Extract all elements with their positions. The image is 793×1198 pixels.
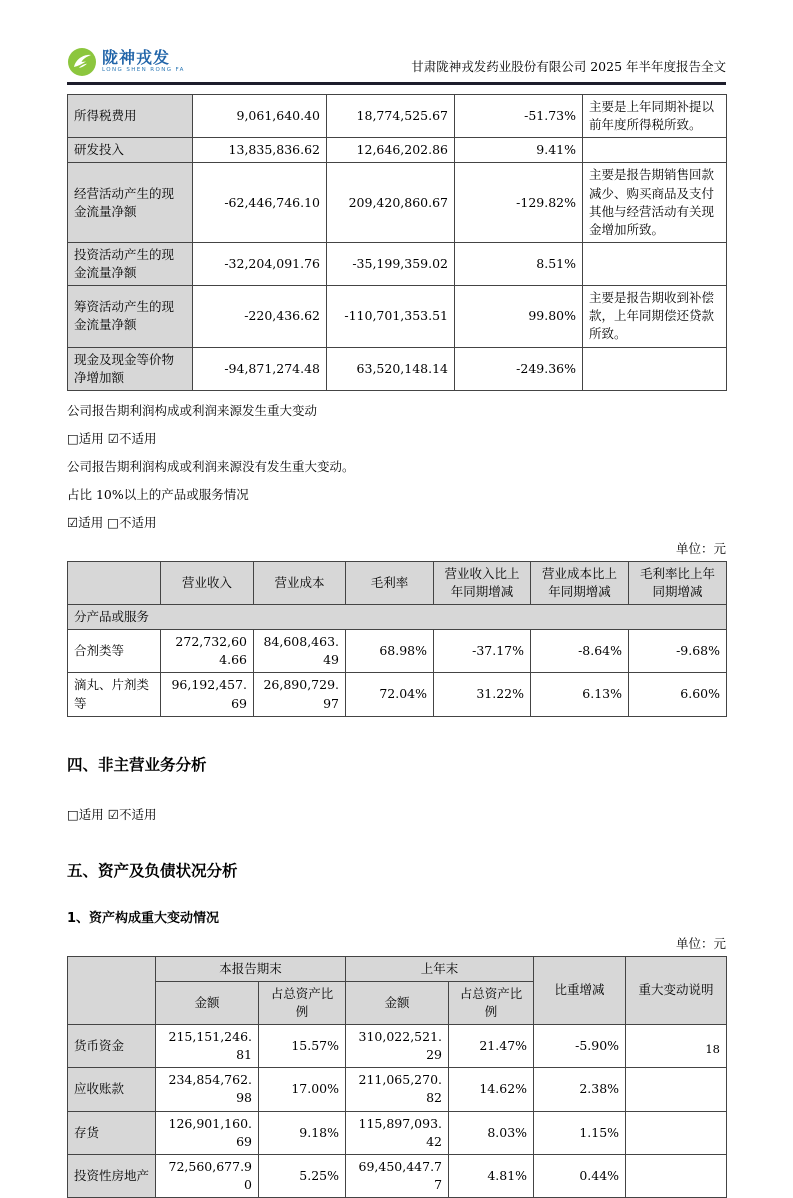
row-label: 存货: [68, 1111, 156, 1154]
brand-name-en: LONG SHEN RONG FA: [102, 67, 185, 74]
revenue-value: 96,192,457.69: [161, 673, 254, 716]
header-cell: 营业收入: [161, 561, 254, 604]
section-4-title: 四、非主营业务分析: [67, 755, 207, 774]
row-label: 所得税费用: [68, 95, 193, 138]
row-label: 筹资活动产生的现金流量净额: [68, 286, 193, 347]
table-header-row: [68, 561, 727, 604]
table-row: [68, 163, 727, 243]
revenue-value: 272,732,604.66: [161, 630, 254, 673]
header-cell: 毛利率比上年同期增减: [629, 561, 727, 604]
prior-value: 209,420,860.67: [327, 163, 455, 243]
table-row: [68, 95, 727, 138]
change-note: [583, 242, 727, 285]
over-10-percent-statement: 占比 10%以上的产品或服务情况: [67, 486, 249, 502]
prior-amount: 69,450,447.77: [346, 1154, 449, 1197]
prior-amount: 115,897,093.42: [346, 1111, 449, 1154]
current-value: 9,061,640.40: [193, 95, 327, 138]
table-row: [68, 286, 727, 347]
group-row: [68, 605, 727, 630]
header-cell: 金额: [156, 981, 259, 1024]
margin-change: -9.68%: [629, 630, 727, 673]
table-row: [68, 630, 727, 673]
header-cell: 上年末: [346, 956, 534, 981]
prior-ratio: 8.03%: [449, 1111, 534, 1154]
unit-label: 单位：元: [675, 540, 726, 556]
prior-value: 18,774,525.67: [327, 95, 455, 138]
revenue-change: -37.17%: [434, 630, 531, 673]
change-percent: -129.82%: [455, 163, 583, 243]
current-amount: 215,151,246.81: [156, 1025, 259, 1068]
change-percent: -249.36%: [455, 347, 583, 390]
row-label: 应收账款: [68, 1068, 156, 1111]
current-value: 13,835,836.62: [193, 138, 327, 163]
row-label: 滴丸、片剂类等: [68, 673, 161, 716]
change-note: [583, 138, 727, 163]
table-header-row: [68, 956, 727, 981]
document-title: 甘肃陇神戎发药业股份有限公司 2025 年半年度报告全文: [411, 59, 726, 74]
change-percent: 9.41%: [455, 138, 583, 163]
header-cell: 比重增减: [534, 956, 626, 1024]
prior-value: -35,199,359.02: [327, 242, 455, 285]
revenue-change: 31.22%: [434, 673, 531, 716]
current-amount: 72,560,677.90: [156, 1154, 259, 1197]
profit-no-change-statement: 公司报告期利润构成或利润来源没有发生重大变动。: [67, 458, 355, 474]
row-label: 现金及现金等价物净增加额: [68, 347, 193, 390]
cost-change: 6.13%: [531, 673, 629, 716]
current-amount: 126,901,160.69: [156, 1111, 259, 1154]
current-ratio: 15.57%: [259, 1025, 346, 1068]
change-percent: 99.80%: [455, 286, 583, 347]
applicability-checkboxes: ☑适用 □不适用: [67, 514, 157, 530]
table-row: [68, 138, 727, 163]
current-ratio: 5.25%: [259, 1154, 346, 1197]
current-amount: 234,854,762.98: [156, 1068, 259, 1111]
table-row: [68, 673, 727, 716]
change-note: 主要是报告期收到补偿款，上年同期偿还贷款所致。: [583, 286, 727, 347]
current-value: -62,446,746.10: [193, 163, 327, 243]
margin-value: 68.98%: [346, 630, 434, 673]
table-row: [68, 242, 727, 285]
unit-label: 单位：元: [675, 935, 726, 951]
header-cell: 占总资产比例: [449, 981, 534, 1024]
weight-change: 1.15%: [534, 1111, 626, 1154]
header-cell: 营业收入比上年同期增减: [434, 561, 531, 604]
change-note: [626, 1154, 727, 1197]
margin-change: 6.60%: [629, 673, 727, 716]
header-cell: 营业成本比上年同期增减: [531, 561, 629, 604]
change-note: [583, 347, 727, 390]
change-note: [626, 1111, 727, 1154]
header-cell: 金额: [346, 981, 449, 1024]
applicability-checkboxes: □适用 ☑不适用: [67, 430, 157, 446]
change-percent: 8.51%: [455, 242, 583, 285]
change-note: 主要是上年同期补提以前年度所得税所致。: [583, 95, 727, 138]
row-label: 投资活动产生的现金流量净额: [68, 242, 193, 285]
profit-change-statement: 公司报告期利润构成或利润来源发生重大变动: [67, 402, 318, 418]
prior-amount: 211,065,270.82: [346, 1068, 449, 1111]
header-cell: 占总资产比例: [259, 981, 346, 1024]
table-row: [68, 1068, 727, 1111]
brand-name-cn: 陇神戎发: [102, 48, 171, 68]
row-label: 投资性房地产: [68, 1154, 156, 1197]
change-note: 主要是报告期销售回款减少、购买商品及支付其他与经营活动有关现金增加所致。: [583, 163, 727, 243]
row-label: 货币资金: [68, 1025, 156, 1068]
table-row: [68, 1025, 727, 1068]
prior-ratio: 4.81%: [449, 1154, 534, 1197]
product-service-table: [67, 561, 727, 717]
current-value: -220,436.62: [193, 286, 327, 347]
brand-text: [102, 50, 185, 74]
page-header: [67, 0, 726, 85]
weight-change: 2.38%: [534, 1068, 626, 1111]
header-cell: 毛利率: [346, 561, 434, 604]
table-row: [68, 1154, 727, 1197]
section-5-sub-1-title: 1、资产构成重大变动情况: [67, 910, 220, 926]
cost-value: 26,890,729.97: [254, 673, 346, 716]
page-number: 18: [705, 1042, 720, 1056]
current-value: -94,871,274.48: [193, 347, 327, 390]
section-5-title: 五、资产及负债状况分析: [67, 861, 238, 880]
asset-composition-table: [67, 956, 727, 1198]
header-cell: 营业成本: [254, 561, 346, 604]
row-label: 经营活动产生的现金流量净额: [68, 163, 193, 243]
company-logo: [67, 47, 185, 77]
financial-change-table: [67, 94, 727, 391]
header-cell: [68, 956, 156, 1024]
weight-change: 0.44%: [534, 1154, 626, 1197]
applicability-checkboxes: □适用 ☑不适用: [67, 806, 157, 822]
weight-change: -5.90%: [534, 1025, 626, 1068]
group-label: 分产品或服务: [68, 605, 727, 630]
margin-value: 72.04%: [346, 673, 434, 716]
cost-change: -8.64%: [531, 630, 629, 673]
cost-value: 84,608,463.49: [254, 630, 346, 673]
prior-ratio: 14.62%: [449, 1068, 534, 1111]
current-ratio: 9.18%: [259, 1111, 346, 1154]
change-percent: -51.73%: [455, 95, 583, 138]
table-row: [68, 1111, 727, 1154]
current-ratio: 17.00%: [259, 1068, 346, 1111]
table-row: [68, 347, 727, 390]
prior-value: 12,646,202.86: [327, 138, 455, 163]
prior-value: 63,520,148.14: [327, 347, 455, 390]
logo-bird-icon: [67, 47, 97, 77]
prior-ratio: 21.47%: [449, 1025, 534, 1068]
header-cell: [68, 561, 161, 604]
change-note: [626, 1068, 727, 1111]
row-label: 合剂类等: [68, 630, 161, 673]
current-value: -32,204,091.76: [193, 242, 327, 285]
header-cell: 重大变动说明: [626, 956, 727, 1024]
prior-amount: 310,022,521.29: [346, 1025, 449, 1068]
prior-value: -110,701,353.51: [327, 286, 455, 347]
row-label: 研发投入: [68, 138, 193, 163]
header-cell: 本报告期末: [156, 956, 346, 981]
